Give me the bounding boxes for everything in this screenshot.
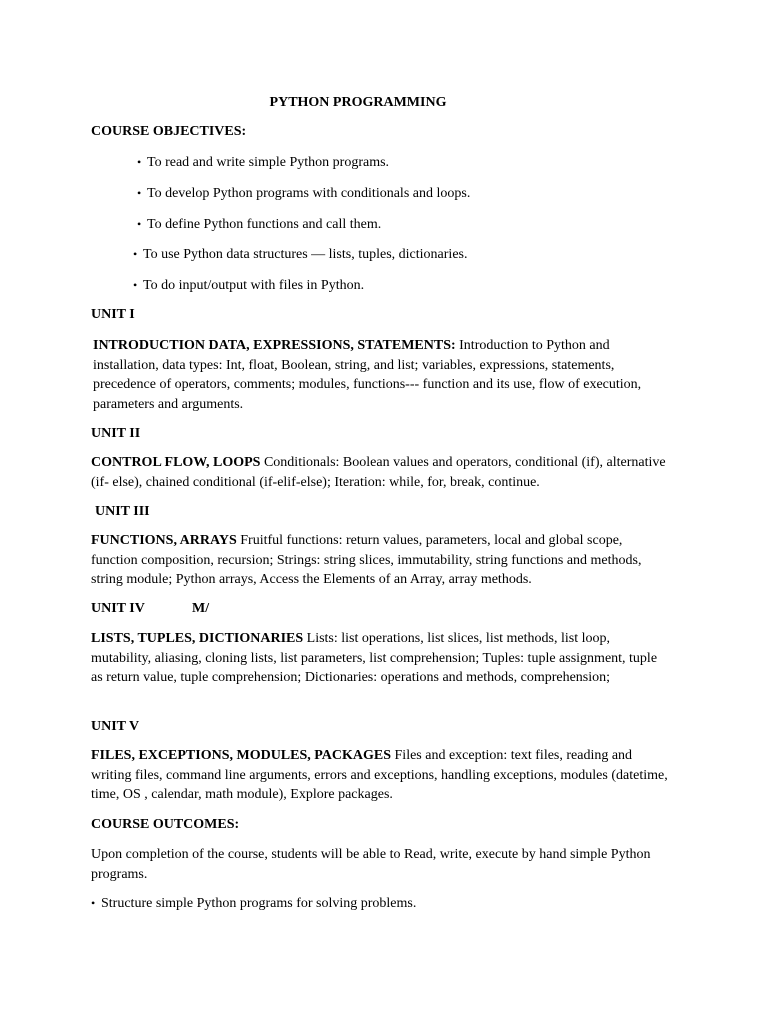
unit-description	[91, 453, 671, 492]
page-title: PYTHON PROGRAMMING	[269, 95, 447, 110]
unit-topic: FILES, EXCEPTIONS, MODULES, PACKAGES	[91, 748, 392, 763]
unit-topic: INTRODUCTION DATA, EXPRESSIONS, STATEMENTS:	[93, 338, 456, 353]
unit-description	[91, 629, 671, 688]
course-outcomes-intro: Upon completion of the course, students will be able to Read, write, execute by hand simple Python programs.	[91, 847, 651, 882]
outcome-item: • Structure simple Python programs for solving problems.	[91, 894, 416, 914]
bullet-icon: •	[133, 278, 138, 292]
objective-item: • To define Python functions and call them.	[137, 215, 381, 235]
unit-body: Files and exception: text files, reading and writing files, command line arguments, errors and exceptions, handling exceptions, modules (datetime, time, OS , calendar, math module), Explore packages.	[91, 748, 668, 802]
unit-topic: LISTS, TUPLES, DICTIONARIES	[91, 631, 304, 646]
course-outcomes-heading: COURSE OUTCOMES:	[91, 817, 240, 832]
unit-topic: CONTROL FLOW, LOOPS	[91, 455, 261, 470]
unit-label: UNIT II	[91, 426, 141, 441]
bullet-icon: •	[91, 896, 96, 910]
bullet-icon: •	[137, 186, 142, 200]
unit-label: UNIT V	[91, 719, 140, 734]
objective-item: • To use Python data structures — lists, tuples, dictionaries.	[133, 245, 467, 265]
unit-description	[91, 531, 671, 590]
unit-description	[93, 336, 673, 414]
bullet-icon: •	[137, 217, 142, 231]
objective-item: • To do input/output with files in Python.	[133, 276, 364, 296]
bullet-icon: •	[137, 155, 142, 169]
unit-topic: FUNCTIONS, ARRAYS	[91, 533, 237, 548]
unit-description	[91, 746, 671, 805]
unit-body: Lists: list operations, list slices, list methods, list loop, mutability, aliasing, cloning lists, list parameters, list comprehension; Tuples: tuple assignment, tuple as return value, tuple comprehension; Dictionaries: operations and methods, comprehension;	[91, 631, 658, 685]
unit-body: Fruitful functions: return values, parameters, local and global scope, function composition, recursion; Strings: string slices, immutability, string functions and methods, string module; Python arrays, Access the Elements of an Array, array methods.	[91, 533, 642, 587]
unit-label: UNIT I	[91, 307, 135, 322]
objective-item: • To develop Python programs with conditionals and loops.	[137, 184, 470, 204]
unit-label-note: M/	[192, 601, 210, 616]
bullet-icon: •	[133, 247, 138, 261]
course-objectives-heading: COURSE OBJECTIVES:	[91, 124, 247, 139]
objective-item: • To read and write simple Python programs.	[137, 153, 389, 173]
unit-label: UNIT III	[95, 504, 150, 519]
unit-body: Introduction to Python and installation, data types: Int, float, Boolean, string, and list; variables, expressions, statements, precedence of operators, comments; modules, functions--- function and its use, flow of execution, parameters and arguments.	[93, 338, 642, 412]
unit-body: Conditionals: Boolean values and operators, conditional (if), alternative (if- else), chained conditional (if-elif-else); Iteration: while, for, break, continue.	[91, 455, 666, 490]
unit-label: UNIT IV	[91, 601, 145, 616]
